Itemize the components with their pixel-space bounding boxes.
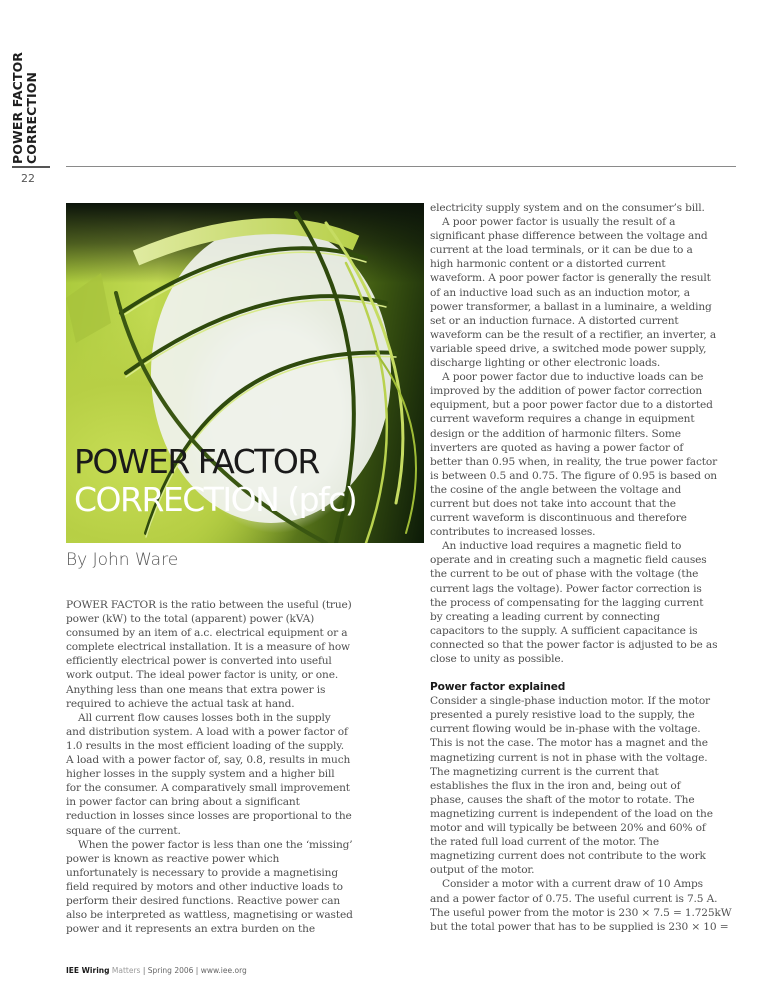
article-title-line1: POWER FACTOR — [74, 442, 319, 481]
text-line: the rated full load current of the motor. The — [430, 836, 659, 849]
text-line: complete electrical installation. It is a measure of how — [66, 641, 350, 654]
text-line: power (kW) to the total (apparent) power (kVA) — [66, 613, 315, 626]
text-line: is between 0.5 and 0.75. The figure of 0.95 is based on — [430, 469, 717, 482]
text-line: The useful power from the motor is 230 × 7.5 = 1.725kW — [430, 906, 732, 919]
text-line: close to unity as possible. — [430, 653, 564, 665]
body-column-right-part1 — [430, 201, 731, 666]
text-line: of an inductive load such as an induction motor, a — [430, 286, 690, 299]
text-line: for the consumer. A comparatively small improvement — [66, 782, 350, 795]
text-line: An inductive load requires a magnetic field to — [442, 540, 682, 553]
section-title-line1: POWER FACTOR — [10, 51, 25, 164]
text-line: efficiently electrical power is converted into useful — [66, 655, 332, 668]
text-line: significant phase difference between the voltage and — [430, 230, 708, 243]
text-line: equipment, but a poor power factor due to a distorted — [430, 399, 713, 412]
text-line: operate and in creating such a magnetic field causes — [430, 554, 707, 567]
text-line: perform their desired functions. Reactive power can — [66, 894, 341, 907]
text-line: also be interpreted as wattless, magnetising or wasted — [66, 909, 353, 922]
article-title — [74, 443, 356, 519]
hero-image — [66, 203, 424, 543]
text-line: design or the addition of harmonic filters. Some — [430, 427, 681, 440]
text-line: 1.0 results in the most efficient loading of the supply. — [66, 739, 344, 752]
subheading: Power factor explained — [430, 681, 566, 694]
text-line: contributes to increased losses. — [430, 526, 596, 539]
section-title-line2: CORRECTION — [24, 71, 39, 164]
text-line: magnetizing current is independent of the load on the — [430, 807, 713, 820]
text-line: power is known as reactive power which — [66, 852, 280, 865]
footer-magazine: Matters — [111, 966, 141, 975]
text-line: improved by the addition of power factor correction — [430, 385, 703, 398]
article-title-line2: CORRECTION (pfc) — [74, 480, 357, 519]
header-rule — [66, 166, 736, 167]
section-title — [11, 14, 39, 164]
text-line: waveform can be the result of a rectifier, an inverter, a — [430, 328, 717, 341]
text-line: A poor power factor due to inductive loads can be — [442, 371, 704, 384]
text-line: higher losses in the supply system and a higher bill — [66, 768, 335, 781]
text-line: square of the current. — [66, 824, 181, 837]
text-line: consumed by an item of a.c. electrical equipment or a — [66, 627, 348, 640]
text-line: connected so that the power factor is adjusted to be as — [430, 638, 718, 651]
text-line: power and it represents an extra burden on the — [66, 923, 315, 936]
page-number: 22 — [21, 172, 35, 185]
text-line: magnetizing current is not in phase with the voltage. — [430, 751, 708, 764]
text-line: discharge lighting or other electronic loads. — [430, 357, 661, 370]
text-line: POWER FACTOR is the ratio between the useful (true) — [66, 599, 352, 611]
author-byline: By John Ware — [66, 550, 179, 570]
text-line: establishes the flux in the iron and, being out of — [430, 779, 681, 792]
footer — [66, 966, 247, 975]
text-line: All current flow causes losses both in the supply — [78, 711, 331, 724]
text-line: current waveform is discontinuous and therefore — [430, 512, 687, 525]
text-line: in power factor can bring about a significant — [66, 796, 300, 809]
text-line: power transformer, a ballast in a luminaire, a welding — [430, 300, 712, 313]
body-column-right — [430, 201, 731, 934]
text-line: work output. The ideal power factor is unity, or one. — [66, 669, 339, 682]
text-line: capacitors to the supply. A sufficient capacitance is — [430, 624, 698, 637]
text-line: the process of compensating for the lagging current — [430, 596, 704, 609]
text-line: but the total power that has to be supplied is 230 × 10 = — [430, 920, 729, 933]
paragraph-gap — [430, 666, 731, 680]
body-column-right-part2 — [430, 694, 731, 934]
text-line: current flowing would be in-phase with the voltage. — [430, 723, 701, 736]
text-line: magnetizing current does not contribute to the work — [430, 850, 706, 863]
text-line: electricity supply system and on the consumer’s bill. — [430, 202, 705, 214]
text-line: presented a purely resistive load to the supply, the — [430, 709, 695, 722]
text-line: field required by motors and other inductive loads to — [66, 880, 343, 893]
text-line: the current to be out of phase with the voltage (the — [430, 568, 699, 581]
text-line: A load with a power factor of, say, 0.8, results in much — [66, 754, 351, 767]
text-line: set or an induction furnace. A distorted current — [430, 314, 679, 327]
text-line: waveform. A poor power factor is generally the result — [430, 272, 711, 285]
text-line: the cosine of the angle between the voltage and — [430, 483, 682, 496]
body-column-left — [66, 598, 353, 936]
text-line: current waveform requires a change in equipment — [430, 413, 695, 426]
text-line: required to achieve the actual task at hand. — [66, 697, 295, 710]
text-line: current lags the voltage). Power factor correction is — [430, 582, 702, 595]
text-line: unfortunately is necessary to provide a magnetising — [66, 866, 338, 879]
text-line: The magnetizing current is the current that — [430, 765, 659, 778]
text-line: Consider a motor with a current draw of 10 Amps — [442, 878, 703, 891]
text-line: current at the load terminals, or it can be due to a — [430, 244, 693, 257]
text-line: high harmonic content or a distorted current — [430, 258, 666, 271]
text-line: variable speed drive, a switched mode power supply, — [430, 342, 707, 355]
text-line: current but does not take into account that the — [430, 497, 676, 510]
text-line: Consider a single-phase induction motor. If the motor — [430, 695, 710, 708]
text-line: output of the motor. — [430, 864, 535, 877]
text-line: by creating a leading current by connecting — [430, 610, 660, 623]
section-tab — [11, 14, 51, 164]
text-line: motor and will typically be between 20% and 60% of — [430, 822, 706, 835]
section-tab-rule — [12, 166, 50, 168]
text-line: and distribution system. A load with a power factor of — [66, 725, 348, 738]
text-line: better than 0.95 when, in reality, the true power factor — [430, 455, 717, 468]
text-line: A poor power factor is usually the result of a — [442, 216, 676, 229]
text-line: Anything less than one means that extra power is — [66, 683, 326, 696]
text-line: When the power factor is less than one the ‘missing’ — [78, 838, 353, 851]
text-line: This is not the case. The motor has a magnet and the — [430, 737, 708, 750]
text-line: inverters are quoted as having a power factor of — [430, 441, 684, 454]
footer-brand: IEE Wiring — [66, 966, 110, 975]
text-line: and a power factor of 0.75. The useful current is 7.5 A. — [430, 892, 718, 905]
text-line: phase, causes the shaft of the motor to rotate. The — [430, 793, 695, 806]
footer-issue: | Spring 2006 | www.iee.org — [140, 966, 247, 975]
text-line: reduction in losses since losses are proportional to the — [66, 810, 352, 823]
